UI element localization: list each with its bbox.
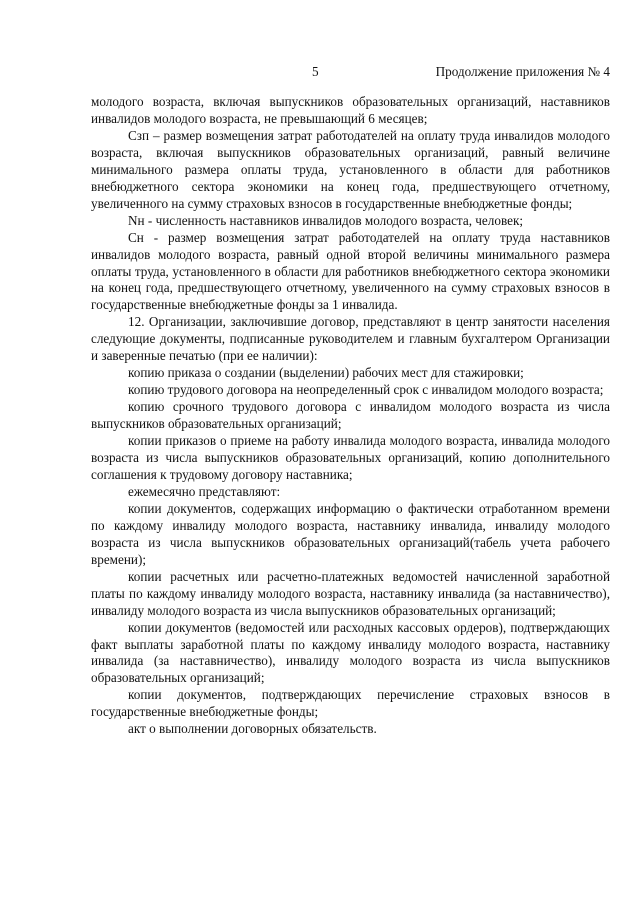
appendix-continuation-title: Продолжение приложения № 4 (435, 64, 610, 79)
page-header (0, 64, 640, 82)
paragraph-continuation: молодого возраста, включая выпускников образовательных организаций, наставников инвалидов молодого возраста, не превышающий 6 месяцев; (91, 94, 610, 126)
list-item-insurance-contributions: копии документов, подтверждающих перечисление страховых взносов в государственные внебюджетные фонды; (91, 687, 610, 720)
list-item-completion-act: акт о выполнении договорных обязательств. (128, 721, 377, 737)
list-item-fixed-term-contract: копию срочного трудового договора с инвалидом молодого возраста из числа выпускников образовательных организаций; (91, 399, 610, 432)
page-number: 5 (312, 64, 319, 79)
list-item-hiring-orders: копии приказов о приеме на работу инвалида молодого возраста, инвалида молодого возраста из числа выпускников образовательных организаций, копию дополнительного соглашения к трудовому договору наставника; (91, 433, 610, 482)
list-item-timesheet: копии документов, содержащих информацию о фактически отработанном времени по каждому инвалиду молодого возраста, наставнику инвалида, инвалиду молодого возраста из числа выпускников образовательных организаций(табель учета рабочего времени); (91, 500, 610, 567)
paragraph-item-12: 12. Организации, заключившие договор, представляют в центр занятости населения следующие документы, подписанные руководителем и главным бухгалтером Организации и заверенные печатью (при ее наличии): (91, 314, 610, 364)
list-item-monthly-heading: ежемесячно представляют: (128, 483, 281, 499)
document-body (91, 94, 610, 738)
paragraph-czp-definition: Сзп – размер возмещения затрат работодателей на оплату труда инвалидов молодого возраста, включая выпускников образовательных организаций, равный величине минимального размера оплаты труда, установленного в области для работников внебюджетного сектора экономики на конец года, предшествующего отчетному, увеличенного на сумму страховых взносов в государственные внебюджетные фонды; (91, 127, 610, 211)
list-item-permanent-contract: копию трудового договора на неопределенный срок с инвалидом молодого возраста; (128, 382, 604, 398)
list-item-payment-proof: копии документов (ведомостей или расходных кассовых ордеров), подтверждающих факт выплаты заработной платы по каждому инвалиду молодого возраста, наставнику инвалида (за наставничество), инвалиду молодого возраста из числа выпускников образовательных организаций; (91, 619, 610, 686)
list-item-payroll-statements: копии расчетных или расчетно-платежных ведомостей начисленной заработной платы по каждому инвалиду молодого возраста, наставнику инвалида (за наставничество), инвалиду молодого возраста из числа выпускников образовательных организаций; (91, 568, 610, 618)
list-item-order-copy: копию приказа о создании (выделении) рабочих мест для стажировки; (128, 365, 524, 381)
paragraph-nn-definition: Nн - численность наставников инвалидов молодого возраста, человек; (128, 212, 524, 228)
paragraph-cn-definition: Сн - размер возмещения затрат работодателей на оплату труда наставников инвалидов молодого возраста, равный одной второй величины минимального размера оплаты труда, установленного в области для работников внебюджетного сектора экономики на конец года, предшествующего отчетному, увеличенного на сумму страховых взносов в государственные внебюджетные фонды за 1 инвалида. (91, 229, 610, 313)
